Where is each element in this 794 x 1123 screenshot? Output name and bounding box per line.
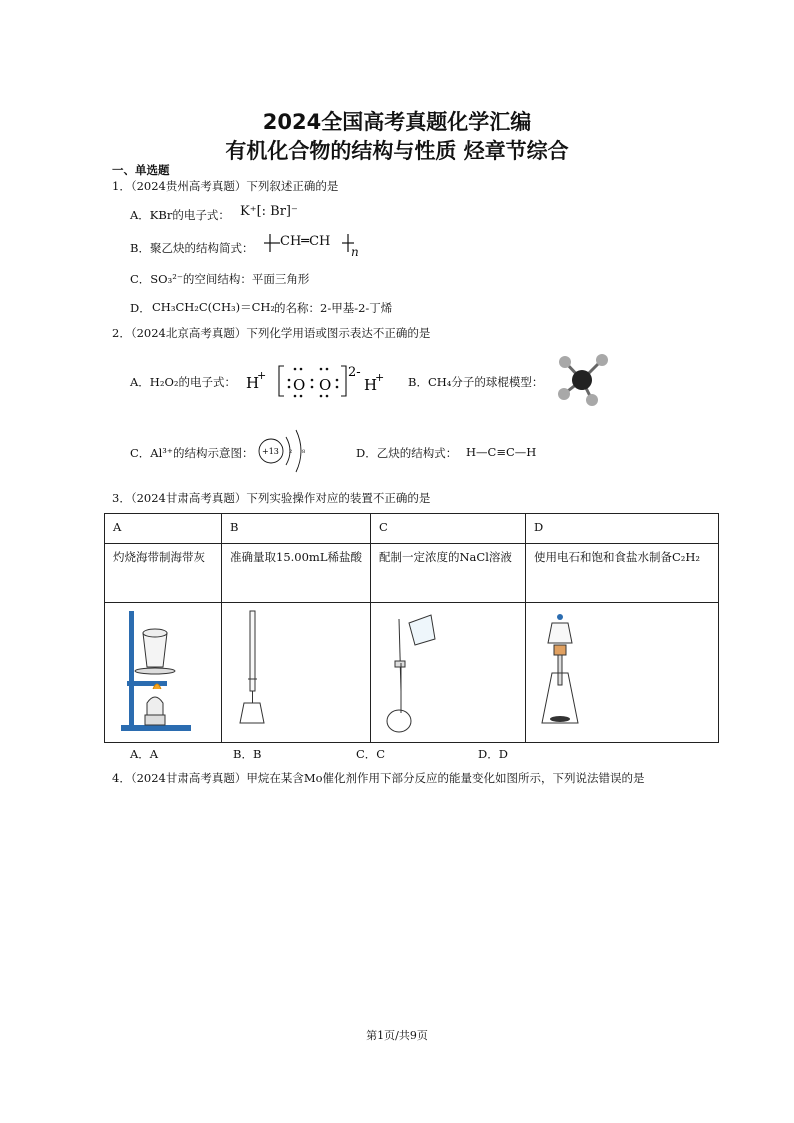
q1-option-b: B．聚乙炔的结构简式： [130, 241, 254, 255]
ch4-ball-stick-model [552, 350, 612, 410]
h-atom-left: H [246, 374, 260, 392]
h2o2-electron-formula [244, 360, 394, 402]
table-header-a: A [105, 514, 222, 544]
table-cell-desc-c: 配制一定浓度的NaCl溶液 [371, 544, 526, 603]
h2o2-structure-graphic [244, 360, 394, 402]
q4-stem: 4．（2024甘肃高考真题）甲烷在某含Mo催化剂作用下部分反应的能量变化如图所示，下列说法错误的是 [112, 771, 645, 785]
q3-stem: 3．（2024甘肃高考真题）下列实验操作对应的装置不正确的是 [112, 491, 431, 505]
table-header-b: B [222, 514, 371, 544]
peroxide-charge: 2- [348, 365, 361, 380]
section-heading: 一、单选题 [112, 163, 170, 177]
h-charge-left: + [257, 369, 267, 382]
q2-option-d-formula: H—C≡C—H [466, 445, 537, 459]
table-cell-desc-a: 灼烧海带制海带灰 [105, 544, 222, 603]
separatory-funnel-flask-apparatus [534, 603, 718, 739]
table-cell-desc-b: 准确量取15.00mL稀盐酸 [222, 544, 371, 603]
q2-stem: 2．（2024北京高考真题）下列化学用语或图示表达不正确的是 [112, 326, 431, 340]
al3-ion-structure-diagram [256, 420, 316, 480]
q1-option-a-formula: K⁺[: Br]⁻ [240, 204, 298, 219]
q3-option-d: D．D [478, 747, 508, 761]
table-header-c: C [371, 514, 526, 544]
q1-option-a: A．KBr的电子式： [130, 208, 230, 222]
apparatus-image-a [105, 603, 222, 743]
q1-stem: 1．（2024贵州高考真题）下列叙述正确的是 [112, 179, 339, 193]
apparatus-image-c [371, 603, 526, 743]
q1-option-d-formula: CH₃CH₂C(CH₃)＝CH₂ [152, 300, 276, 314]
q2-option-a: A．H₂O₂的电子式： [130, 375, 236, 389]
apparatus-image-d [526, 603, 719, 743]
crucible-burner-apparatus [113, 603, 221, 739]
q2-option-b: B．CH₄分子的球棍模型： [408, 375, 544, 389]
q3-option-a: A．A [130, 747, 159, 761]
h-atom-right: H [364, 376, 378, 394]
al3-nucleus-charge: +13 [262, 447, 279, 456]
burette-flask-apparatus [230, 603, 370, 739]
al3-shell1-electrons: 2 [289, 449, 293, 455]
h-charge-right: + [375, 371, 385, 384]
al3-shell2-electrons: 8 [302, 449, 306, 455]
q3-option-c: C．C [356, 747, 386, 761]
document-title-line1: 2024全国高考真题化学汇编 [262, 110, 532, 134]
q1-option-b-polymer [262, 232, 362, 260]
document-title-line2: 有机化合物的结构与性质 烃章节综合 [225, 139, 569, 163]
q2-option-c: C．Al³⁺的结构示意图： [130, 446, 254, 460]
page-footer: 第1页/共9页 [366, 1029, 428, 1042]
q1-option-d-label: D． [130, 301, 151, 315]
apparatus-image-b [222, 603, 371, 743]
q1-option-c: C．SO₃²⁻的空间结构：平面三角形 [130, 272, 310, 286]
table-cell-desc-d: 使用电石和饱和食盐水制备C₂H₂ [526, 544, 719, 603]
q2-option-d: D．乙炔的结构式： [356, 446, 458, 460]
table-header-d: D [526, 514, 719, 544]
apparatus-table [104, 513, 719, 743]
q3-option-b: B．B [233, 747, 262, 761]
q1-option-b-formula: CH═CH [280, 234, 331, 249]
svg-text:O: O [319, 376, 332, 394]
q1-option-d-text: 的名称：2-甲基-2-丁烯 [274, 301, 393, 315]
volumetric-flask-apparatus [379, 603, 525, 739]
q1-option-b-subscript: n [351, 245, 359, 259]
svg-text:O: O [293, 376, 306, 394]
